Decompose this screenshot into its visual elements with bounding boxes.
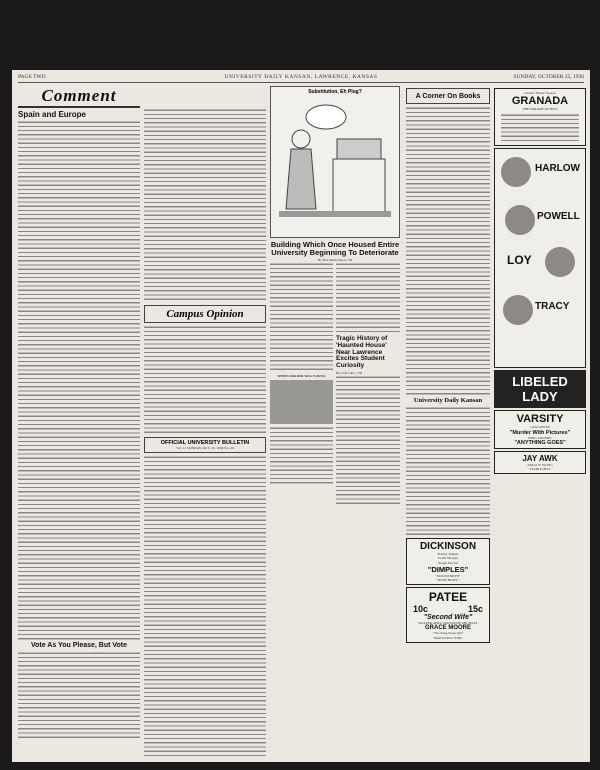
dickinson-ad xyxy=(406,538,490,585)
byline-richardson: By Bob Richardson c'38 xyxy=(317,257,353,262)
haunted-house-text xyxy=(336,375,400,505)
opinion-column xyxy=(144,86,266,756)
campus-opinion-text xyxy=(144,325,266,435)
varsity-film: "Murder With Pictures" xyxy=(509,429,571,436)
dickinson-star-1: Shirley Temple xyxy=(437,552,459,557)
tracy-photo xyxy=(503,295,533,325)
bulletin-text xyxy=(144,455,266,756)
granada-top: Greater Movie Season xyxy=(524,91,556,95)
star-tracy: TRACY xyxy=(535,301,570,313)
star-powell: POWELL xyxy=(537,211,580,223)
patee-ad xyxy=(406,587,490,643)
patee-price-matinee: 10c xyxy=(413,604,429,615)
headline-spain-europe: Spain and Europe xyxy=(18,110,87,119)
loy-photo xyxy=(545,247,575,277)
comment-column xyxy=(18,86,140,756)
bulletin-title: OFFICIAL UNIVERSITY BULLETIN xyxy=(160,440,250,446)
bulletin-header xyxy=(144,437,266,453)
patee-name: PATEE xyxy=(428,590,468,605)
building-text-left-2 xyxy=(270,426,333,486)
byline-cibs: By Joan Cibs, c'38 xyxy=(336,371,363,376)
libeled-line-1: LIBELED xyxy=(512,374,568,390)
editorial-vote-text xyxy=(18,651,140,741)
dickinson-star-2: Frank Morgan xyxy=(437,556,459,561)
feature-column xyxy=(270,86,400,756)
varsity-ad xyxy=(494,410,586,448)
patee-film: "Second Wife" xyxy=(423,614,473,622)
page-number: PAGE TWO xyxy=(18,74,46,80)
editorial-continued-text xyxy=(144,108,266,303)
ads-column xyxy=(494,86,586,756)
dickinson-star-3: Stepin Fetchit xyxy=(438,560,458,565)
granada-sub: THE PARADE OF HITS xyxy=(522,107,558,112)
comment-heading: Comment xyxy=(18,86,140,108)
campus-opinion-box xyxy=(144,305,266,323)
jayhawk-ad xyxy=(494,451,586,474)
dickinson-film: "DIMPLES" xyxy=(427,564,469,574)
star-loy: LOY xyxy=(507,253,532,268)
issue-date: SUNDAY, OCTOBER 25, 1936 xyxy=(513,74,584,80)
dickinson-film-3: "ROSE BOWL" xyxy=(436,577,460,582)
varsity-film-2: "ANYTHING GOES" xyxy=(514,439,566,446)
cartoon-drawing xyxy=(271,99,399,234)
varsity-cast: LEW AYRES xyxy=(530,425,550,430)
libeled-lady-banner xyxy=(494,370,586,408)
patee-price-evening: 15c xyxy=(467,604,483,615)
editorial-text xyxy=(18,120,140,640)
dickinson-name: DICKINSON xyxy=(419,541,477,553)
books-column xyxy=(406,86,490,756)
kansan-staff-list xyxy=(406,406,490,536)
granada-name: GRANADA xyxy=(511,95,569,108)
powell-photo xyxy=(505,205,535,235)
granada-details xyxy=(501,113,579,141)
starring-ad xyxy=(494,148,586,368)
harlow-photo xyxy=(501,157,531,187)
jayhawk-name: JAY AWK xyxy=(522,453,558,463)
building-text-right xyxy=(336,262,400,334)
jayhawk-line-2: STARLIGHTS xyxy=(529,467,551,472)
bulletin-volume: Vol. 11 SUNDAY, OCT. 25, 1936 No. 29 xyxy=(176,446,234,450)
libeled-line-2: LADY xyxy=(522,389,558,405)
building-photo xyxy=(270,380,333,424)
patee-cast-2: FRANCHOT TONE xyxy=(433,635,463,640)
jayhawk-line-1: ANNA N' WONG xyxy=(527,462,553,467)
patee-film-3: "The King Steps Out" xyxy=(432,631,464,636)
editorial-cartoon xyxy=(270,86,400,238)
patee-cast: WALTER ABEL GERTRUDE MICHAEL xyxy=(418,621,478,626)
headline-corner-on-books: A Corner On Books xyxy=(415,93,481,100)
varsity-name: VARSITY xyxy=(516,413,564,426)
varsity-cast-2: BING CROSBY xyxy=(528,435,552,440)
dickinson-film-2: "DOGSWORTH" xyxy=(435,573,461,578)
paper-title: UNIVERSITY DAILY KANSAN, LAWRENCE, KANSAS xyxy=(224,74,378,80)
patee-film-2: GRACE MOORE xyxy=(424,625,471,632)
cartoon-title: Substitution, Eh Plug? xyxy=(308,89,362,95)
header-rule xyxy=(18,82,584,83)
books-text xyxy=(406,106,490,396)
kansan-masthead: University Daily Kansan xyxy=(413,397,483,405)
headline-building: Building Which Once Housed Entire University Beginning To Deteriorate xyxy=(270,240,400,257)
photo-caption: WHEN FRASER WAS YOUNG xyxy=(277,373,326,378)
star-harlow: HARLOW xyxy=(535,163,580,175)
granada-ad xyxy=(494,88,586,146)
newspaper-page xyxy=(12,70,590,762)
headline-haunted-house: Tragic History of 'Haunted House' Near Lawrence Excites Student Curiosity xyxy=(336,334,388,370)
building-text-left xyxy=(270,262,333,372)
headline-vote: Vote As You Please, But Vote xyxy=(30,642,128,650)
books-header xyxy=(406,88,490,104)
campus-opinion-heading: Campus Opinion xyxy=(166,308,244,320)
